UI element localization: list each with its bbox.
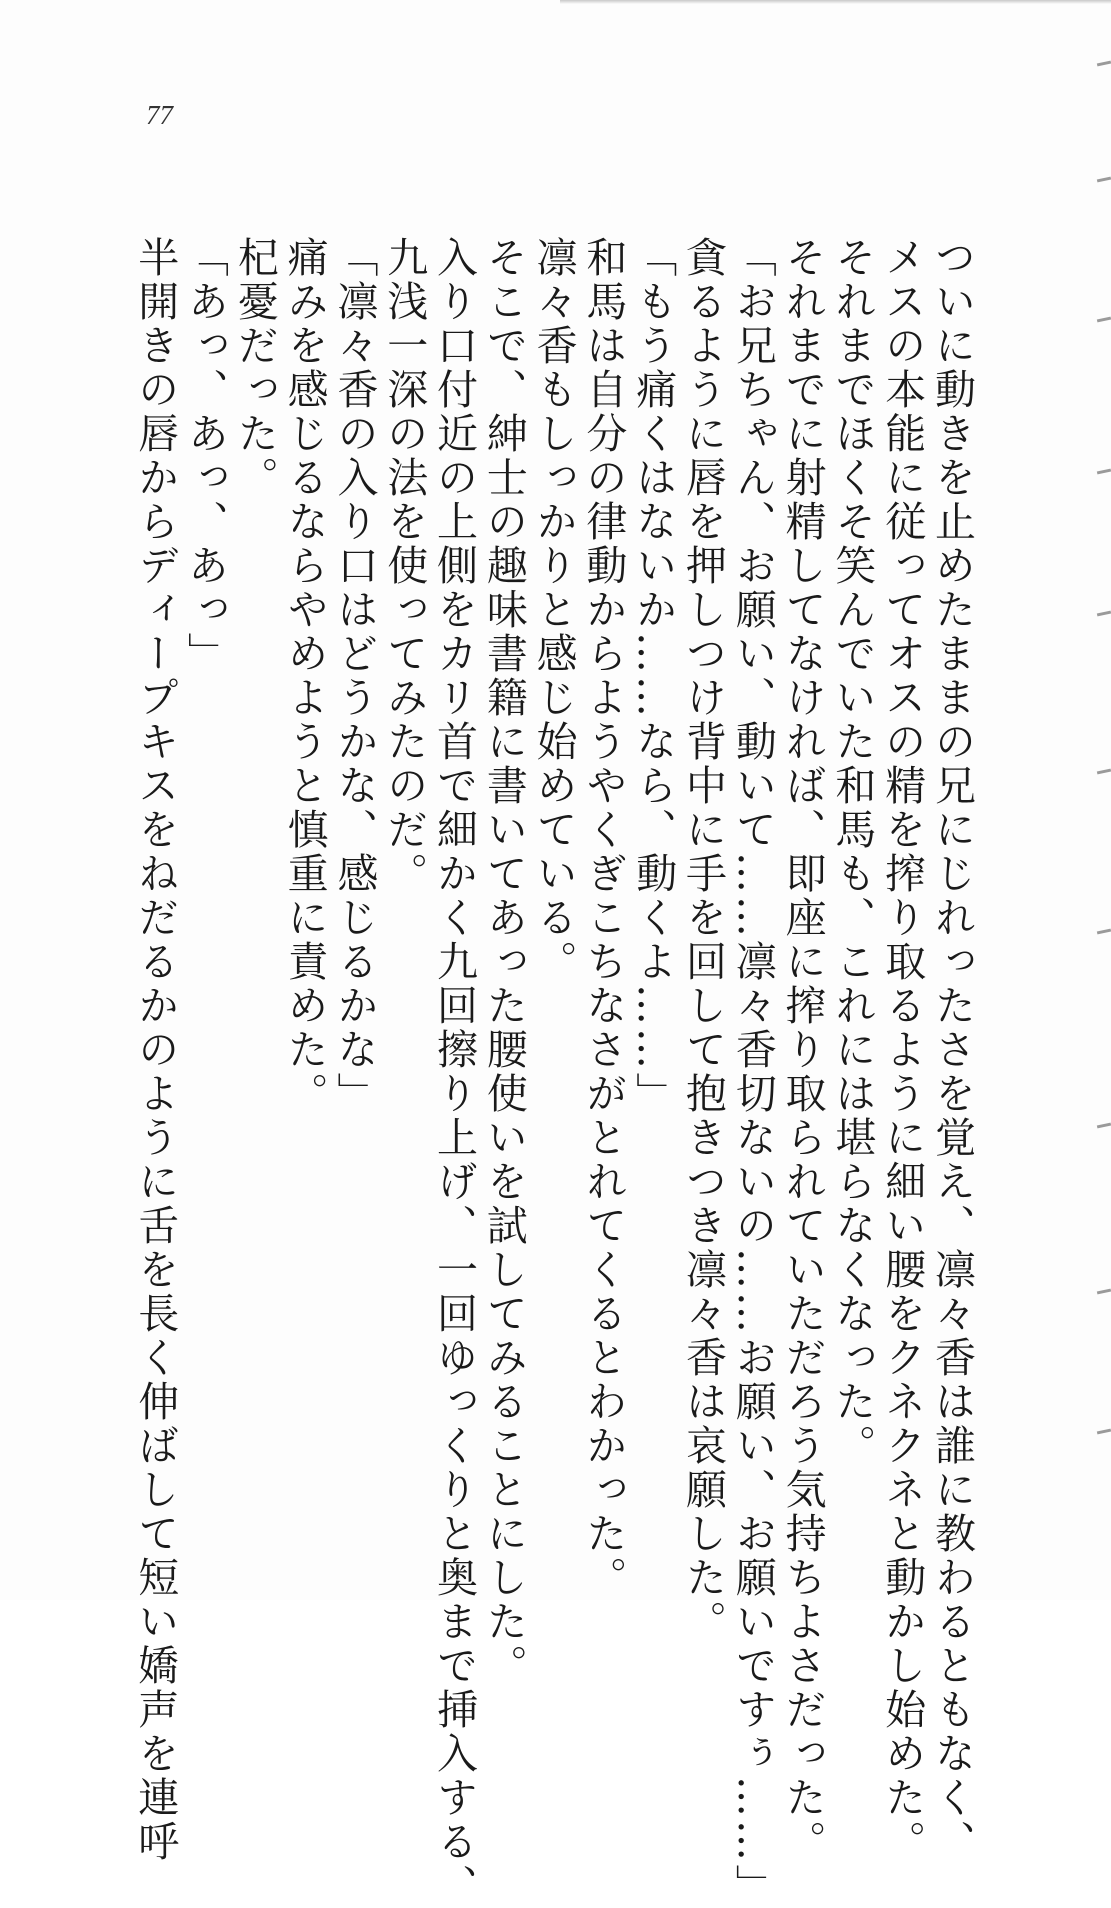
body-line: 「凛々香の入り口はどうかな、感じるかな」 bbox=[330, 236, 379, 1116]
body-line: それまでに射精してなければ、即座に搾り取られていただろう気持ちよさだった。 bbox=[778, 236, 827, 1864]
body-line: 杞憂だった。 bbox=[230, 236, 279, 500]
body-line: 「あっ、あっ、あっ」 bbox=[181, 236, 230, 676]
body-line: 九浅一深の法を使ってみたのだ。 bbox=[380, 236, 429, 896]
body-line: それまでほくそ笑んでいた和馬も、これには堪らなくなった。 bbox=[828, 236, 877, 1468]
body-line: 貪るように唇を押しつけ背中に手を回して抱きつき凛々香は哀願した。 bbox=[679, 236, 728, 1644]
body-line: 半開きの唇からディープキスをねだるかのように舌を長く伸ばして短い嬌声を連呼 bbox=[131, 236, 180, 1864]
body-line: 「お兄ちゃん、お願い、動いて……凛々香切ないの……お願い、お願いですぅ……」 bbox=[728, 236, 777, 1908]
body-line: 入り口付近の上側をカリ首で細かく九回擦り上げ、一回ゆっくりと奥まで挿入する、 bbox=[430, 236, 479, 1908]
body-line: 凛々香もしっかりと感じ始めている。 bbox=[529, 236, 578, 984]
body-line: メスの本能に従ってオスの精を搾り取るように細い腰をクネクネと動かし始めた。 bbox=[878, 236, 927, 1864]
page-number: 77 bbox=[146, 100, 173, 130]
body-line: 痛みを感じるならやめようと慎重に責めた。 bbox=[280, 236, 329, 1116]
body-line: ついに動きを止めたままの兄にじれったさを覚え、凛々香は誰に教わるともなく、 bbox=[928, 236, 976, 1864]
body-text bbox=[106, 236, 976, 1908]
body-line: 「もう痛くはないか……なら、動くよ……」 bbox=[629, 236, 678, 1116]
body-line: 和馬は自分の律動からようやくぎこちなさがとれてくるとわかった。 bbox=[579, 236, 628, 1600]
body-line: そこで、紳士の趣味書籍に書いてあった腰使いを試してみることにした。 bbox=[479, 236, 528, 1688]
scan-edge-top bbox=[560, 0, 1111, 4]
scan-edge-right bbox=[1089, 0, 1111, 1600]
